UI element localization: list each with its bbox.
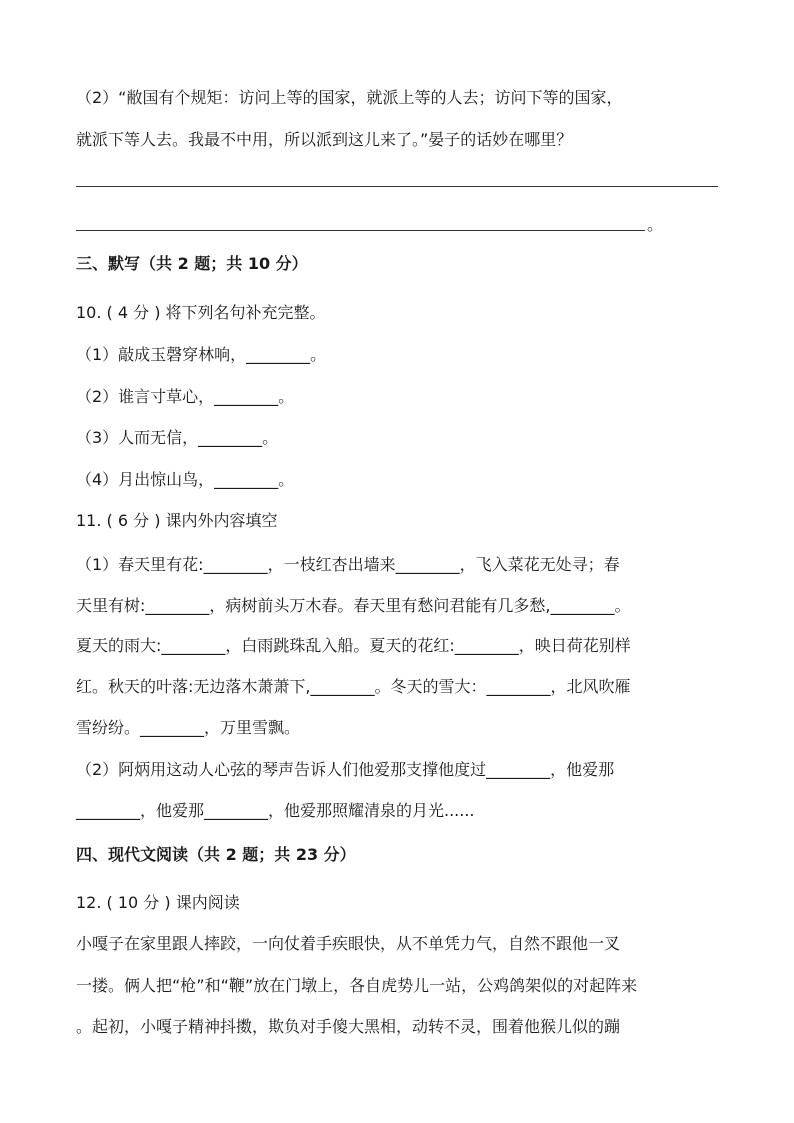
q10-title: 10. ( 4 分 ) 将下列名句补充完整。	[76, 303, 326, 322]
answer-line-1	[76, 186, 718, 187]
q11-title: 11. ( 6 分 ) 课内外内容填空	[76, 511, 278, 530]
section-heading-dictation: 三、默写（共 2 题；共 10 分）	[76, 254, 308, 273]
q12-title: 12. ( 10 分 ) 课内阅读	[76, 893, 240, 912]
q11-part1-line1: （1）春天里有花:________，一枝红杏出墙来________，飞入菜花无处寻；春	[76, 555, 620, 574]
q11-part1-line2: 天里有树:________，病树前头万木春。春天里有愁问君能有几多愁,________。	[76, 596, 631, 615]
q12-passage-line3: 。起初，小嘎子精神抖擞，欺负对手傻大黑相，动转不灵，围着他猴儿似的蹦	[76, 1017, 621, 1036]
q10-item-2: （2）谁言寸草心，________。	[76, 387, 295, 406]
q11-part1-line5: 雪纷纷。________，万里雪飘。	[76, 718, 301, 737]
q12-passage-line1: 小嘎子在家里跟人摔跤，一向仗着手疾眼快，从不单凭力气，自然不跟他一叉	[76, 934, 621, 953]
q11-part2-line2: ________，他爱那________，他爱那照耀清泉的月光......	[76, 801, 475, 820]
q10-item-3: （3）人而无信，________。	[76, 428, 279, 447]
q11-part2-line1: （2）阿炳用这动人心弦的琴声告诉人们他爱那支撑他度过________，他爱那	[76, 760, 615, 779]
q10-item-4: （4）月出惊山鸟，________。	[76, 470, 295, 489]
q10-item-1: （1）敲成玉磬穿林响，________。	[76, 345, 327, 364]
q11-part1-line3: 夏天的雨大:________，白雨跳珠乱入船。夏天的花红:________，映日荷花别样	[76, 636, 631, 655]
answer-end-mark: 。	[647, 215, 664, 234]
section-heading-reading: 四、现代文阅读（共 2 题；共 23 分）	[76, 845, 356, 864]
q11-part1-line4: 红。秋天的叶落:无边落木萧萧下,________。冬天的雪大：________，北风吹雁	[76, 677, 631, 696]
q9-part2-line2: 就派下等人去。我最不中用，所以派到这儿来了。”晏子的话妙在哪里？	[76, 130, 573, 149]
answer-line-2	[76, 230, 645, 231]
q9-part2-line1: （2）“敝国有个规矩：访问上等的国家，就派上等的人去；访问下等的国家，	[76, 88, 623, 107]
q12-passage-line2: 一搂。俩人把“枪”和“鞭”放在门墩上，各自虎势儿一站，公鸡鸽架似的对起阵来	[76, 976, 638, 995]
